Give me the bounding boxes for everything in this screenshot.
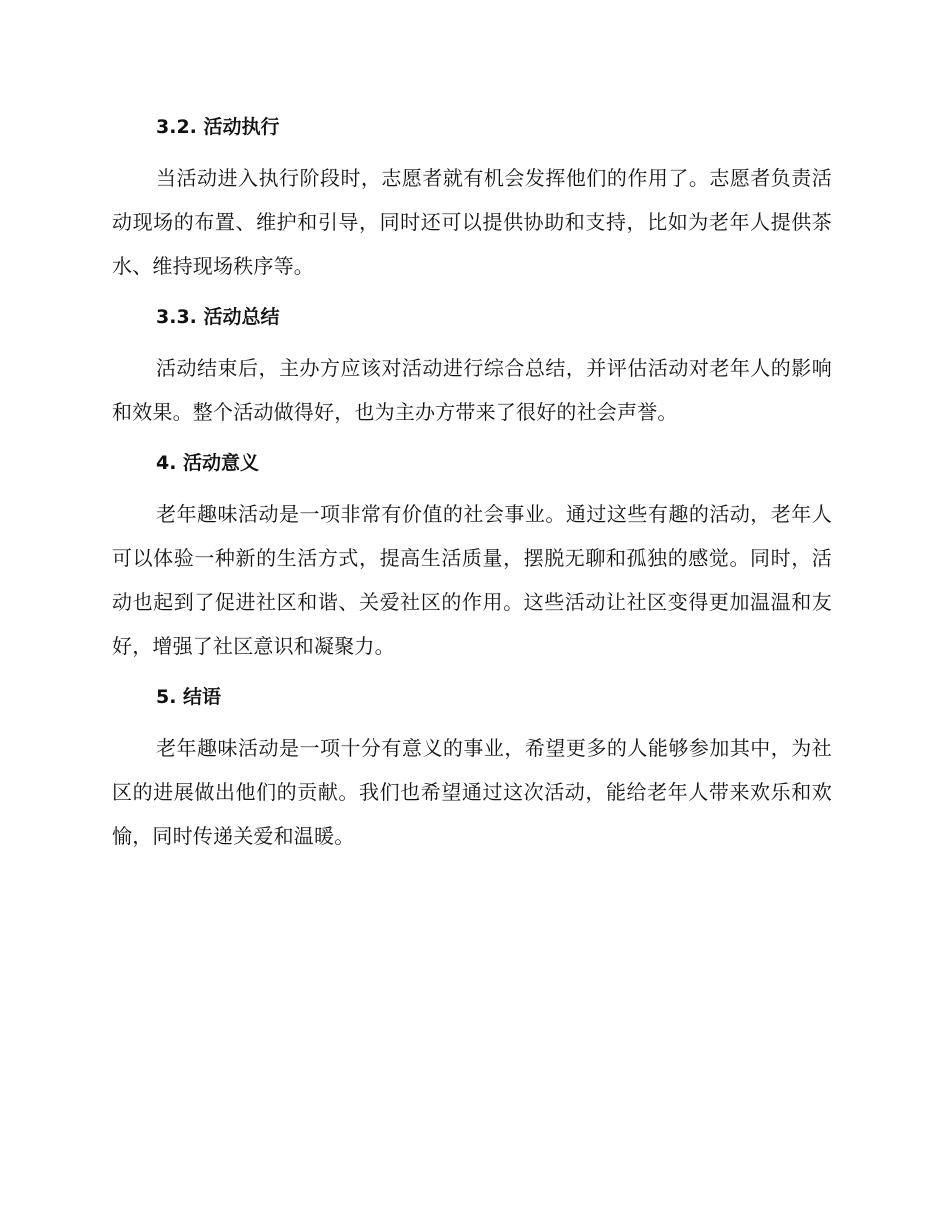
section-paragraph-conclusion: 老年趣味活动是一项十分有意义的事业，希望更多的人能够参加其中，为社区的进展做出他们的贡献。我们也希望通过这次活动，能给老年人带来欢乐和欢愉，同时传递关爱和温暖。: [112, 736, 832, 848]
document-body: [112, 112, 832, 872]
section-heading-activity-significance: 4. 活动意义: [156, 452, 260, 474]
section-paragraph-activity-summary: 活动结束后，主办方应该对活动进行综合总结，并评估活动对老年人的影响和效果。整个活动做得好，也为主办方带来了很好的社会声誉。: [112, 356, 832, 424]
section-heading-activity-summary: 3.3. 活动总结: [156, 306, 280, 328]
section-paragraph-activity-execution: 当活动进入执行阶段时，志愿者就有机会发挥他们的作用了。志愿者负责活动现场的布置、维护和引导，同时还可以提供协助和支持，比如为老年人提供茶水、维持现场秩序等。: [112, 166, 832, 278]
section-heading-conclusion: 5. 结语: [156, 686, 222, 708]
section-paragraph-activity-significance: 老年趣味活动是一项非常有价值的社会事业。通过这些有趣的活动，老年人可以体验一种新的生活方式，提高生活质量，摆脱无聊和孤独的感觉。同时，活动也起到了促进社区和谐、关爱社区的作用。这些活动让社区变得更加温温和友好，增强了社区意识和凝聚力。: [112, 502, 832, 658]
section-heading-activity-execution: 3.2. 活动执行: [156, 116, 280, 138]
